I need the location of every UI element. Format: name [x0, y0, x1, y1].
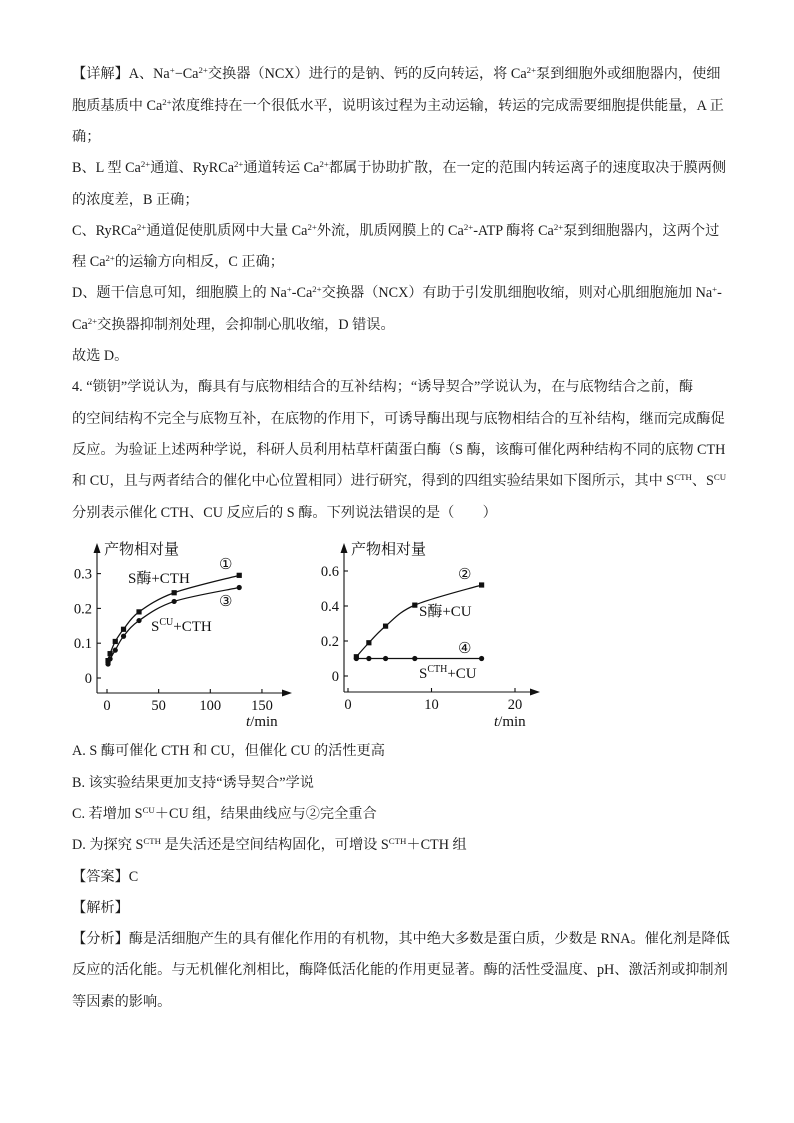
explanation-detail [72, 59, 752, 372]
y-tick-label: 0.2 [320, 634, 339, 650]
superscript: 2+ [87, 315, 98, 326]
chart-point [412, 603, 417, 608]
answer-line: 【答案】C [72, 868, 139, 885]
y-axis-label: 产物相对量 [104, 542, 180, 558]
y-axis-arrow [341, 543, 348, 553]
superscript: CU [142, 805, 155, 816]
explanation-line: 确； [72, 128, 101, 145]
chart-point [237, 585, 242, 590]
superscript: 2+ [312, 284, 322, 295]
superscript: 2+ [105, 253, 115, 264]
chart-point [105, 661, 110, 666]
chart-right [321, 540, 540, 730]
superscript: CTH [388, 836, 407, 847]
chart-point [121, 634, 126, 639]
series-id-label: ② [458, 567, 472, 583]
x-tick-label: 0 [344, 697, 352, 713]
x-axis-arrow [282, 690, 292, 697]
explanation-line: 故选 D。 [72, 348, 129, 365]
superscript: 2+ [140, 159, 151, 170]
explanation-line: 胞质基质中 $Ca^{2+}$浓度维持在一个很低水平，说明该过程为主动运输，转运的完成需要细胞提供能量，A 正 [72, 96, 724, 114]
analysis-text [72, 924, 752, 1018]
question-line: 反应。为验证上述两种学说，科研人员利用枯草杆菌蛋白酶（S 酶，该酶可催化两种结构不同的底物 CTH [72, 441, 726, 458]
upper-text-block [72, 59, 752, 528]
question-line: 4. “锁钥”学说认为，酶具有与底物相结合的互补结构；“诱导契合”学说认为，在与底物结合之前，酶 [72, 379, 694, 396]
explanation-line: C、RyRCa$^{2+}$通道促使肌质网中大量 $Ca^{2+}$外流，肌质网膜上的 $Ca^{2+}$-ATP 酶将 $Ca^{2+}$泵到细胞器内，这两个过 [72, 222, 720, 239]
superscript: 2+ [526, 65, 537, 76]
y-tick-label: 0.2 [73, 601, 92, 618]
chart-point [107, 656, 112, 661]
x-axis-label: t/min [494, 714, 526, 730]
y-tick-label: 0.3 [73, 566, 92, 583]
y-tick-label: 0 [84, 671, 92, 687]
x-tick-label: 20 [507, 697, 523, 713]
answer-option: C. 若增加 $S^{CU}+CU$ 组，结果曲线应与②完全重合 [72, 805, 377, 822]
x-axis-arrow [530, 689, 540, 696]
explanation-line: 程 $Ca^{2+}$的运输方向相反，C 正确； [72, 253, 284, 271]
superscript: 2+ [136, 222, 147, 232]
analysis-heading: 【解析】 [72, 899, 129, 916]
answer-option: A. S 酶可催化 CTH 和 CU，但催化 CU 的活性更高 [72, 743, 385, 760]
x-tick-label: 150 [251, 698, 273, 714]
question-line: 分别表示催化 CTH、CU 反应后的 S 酶。下列说法错误的是（ ） [72, 504, 497, 521]
chart-left [74, 540, 292, 730]
explanation-line: D、题干信息可知，细胞膜上的 $Na^+-Ca^{2+}$交换器（NCX）有助于引发肌细胞收缩，则对心肌细胞施加 Na+- [72, 284, 722, 302]
chart-point [136, 609, 141, 614]
superscript: CU [713, 472, 727, 483]
superscript: 2+ [463, 222, 474, 232]
y-axis-arrow [94, 543, 101, 553]
superscript: CTH [143, 836, 161, 847]
analysis-line: 反应的活化能。与无机催化剂相比，酶降低活化能的作用更显著。酶的活性受温度、pH、激活剂或抑制剂 [72, 962, 728, 979]
superscript: + [169, 65, 175, 76]
chart-point [121, 627, 126, 632]
chart-point [172, 599, 177, 604]
question-line: 和 CU，且与两者结合的催化中心位置相同）进行研究，得到的四组实验结果如下图所示，其中 $S^{CTH}$、$S^{CU}$ [72, 472, 727, 490]
series-name-label: $S^{CU}+CTH$ [151, 617, 212, 635]
chart-point [412, 656, 417, 661]
explanation-line: B、L 型 $Ca^{2+}$通道、RyRCa$^{2+}$通道转运 $Ca^{2+}$都属于协助扩散，在一定的范围内转运离子的速度取决于膜两侧 [72, 159, 727, 177]
chart-point [366, 656, 371, 661]
series-line [108, 575, 239, 660]
answer-option: D. 为探究 $S^{CTH}$ 是失活还是空间结构固化，可增设 $S^{CTH}+CTH$ 组 [72, 836, 467, 854]
superscript: 2+ [553, 222, 564, 232]
series-id-label: ① [219, 557, 233, 573]
x-axis-label: t/min [246, 714, 278, 730]
y-tick-label: 0.6 [320, 564, 339, 580]
superscript: + [712, 284, 718, 295]
chart-point [237, 573, 242, 578]
x-tick-label: 0 [103, 698, 111, 714]
series-id-label: ④ [458, 641, 472, 657]
x-tick-label: 50 [151, 698, 166, 714]
answer-option: B. 该实验结果更加支持“诱导契合”学说 [72, 774, 314, 791]
lower-text-block [72, 736, 752, 1018]
series-name-label: $S^{CTH}+CU$ [419, 664, 477, 682]
series-name-label: S酶+CU [419, 604, 472, 620]
y-tick-label: 0.4 [320, 599, 339, 615]
series-id-label: ③ [219, 594, 233, 610]
explanation-line: 【详解】A、$Na^+-Ca^{2+}$交换器（NCX）进行的是钠、钙的反向转运，将 $Ca^{2+}$泵到细胞外或细胞器内，使细 [72, 65, 721, 83]
superscript: 2+ [319, 159, 329, 170]
analysis-line: 等因素的影响。 [72, 993, 172, 1010]
figure-charts [0, 530, 794, 735]
y-axis-label: 产物相对量 [351, 542, 427, 558]
explanation-line: 的浓度差，B 正确； [72, 191, 199, 208]
x-tick-label: 10 [424, 697, 439, 713]
question-line: 的空间结构不完全与底物互补，在底物的作用下，可诱导酶出现与底物相结合的互补结构，继而完成酶促 [72, 410, 725, 427]
explanation-line: $Ca^{2+}$交换器抑制剂处理，会抑制心肌收缩，D 错误。 [72, 315, 395, 333]
chart-point [366, 640, 371, 645]
superscript: 2+ [198, 65, 208, 76]
question-stem [72, 372, 752, 528]
chart-point [113, 639, 118, 644]
chart-point [479, 656, 484, 661]
superscript: 2+ [307, 222, 317, 232]
answer-options [72, 736, 752, 861]
superscript: 2+ [234, 159, 244, 170]
superscript: CTH [674, 472, 692, 483]
y-tick-label: 0 [331, 669, 339, 685]
superscript: + [286, 284, 292, 295]
chart-point [479, 582, 484, 587]
series-name-label: S酶+CTH [128, 571, 190, 587]
chart-point [113, 648, 118, 653]
chart-point [383, 624, 388, 629]
chart-point [383, 656, 388, 661]
chart-point [172, 590, 177, 595]
y-tick-label: 0.1 [73, 636, 92, 653]
analysis-line: 【分析】酶是活细胞产生的具有催化作用的有机物，其中绝大多数是蛋白质，少数是 RNA。催化剂是降低 [72, 931, 730, 948]
chart-point [136, 618, 141, 623]
chart-point [354, 656, 359, 661]
superscript: 2+ [162, 96, 172, 107]
x-tick-label: 100 [199, 698, 222, 714]
